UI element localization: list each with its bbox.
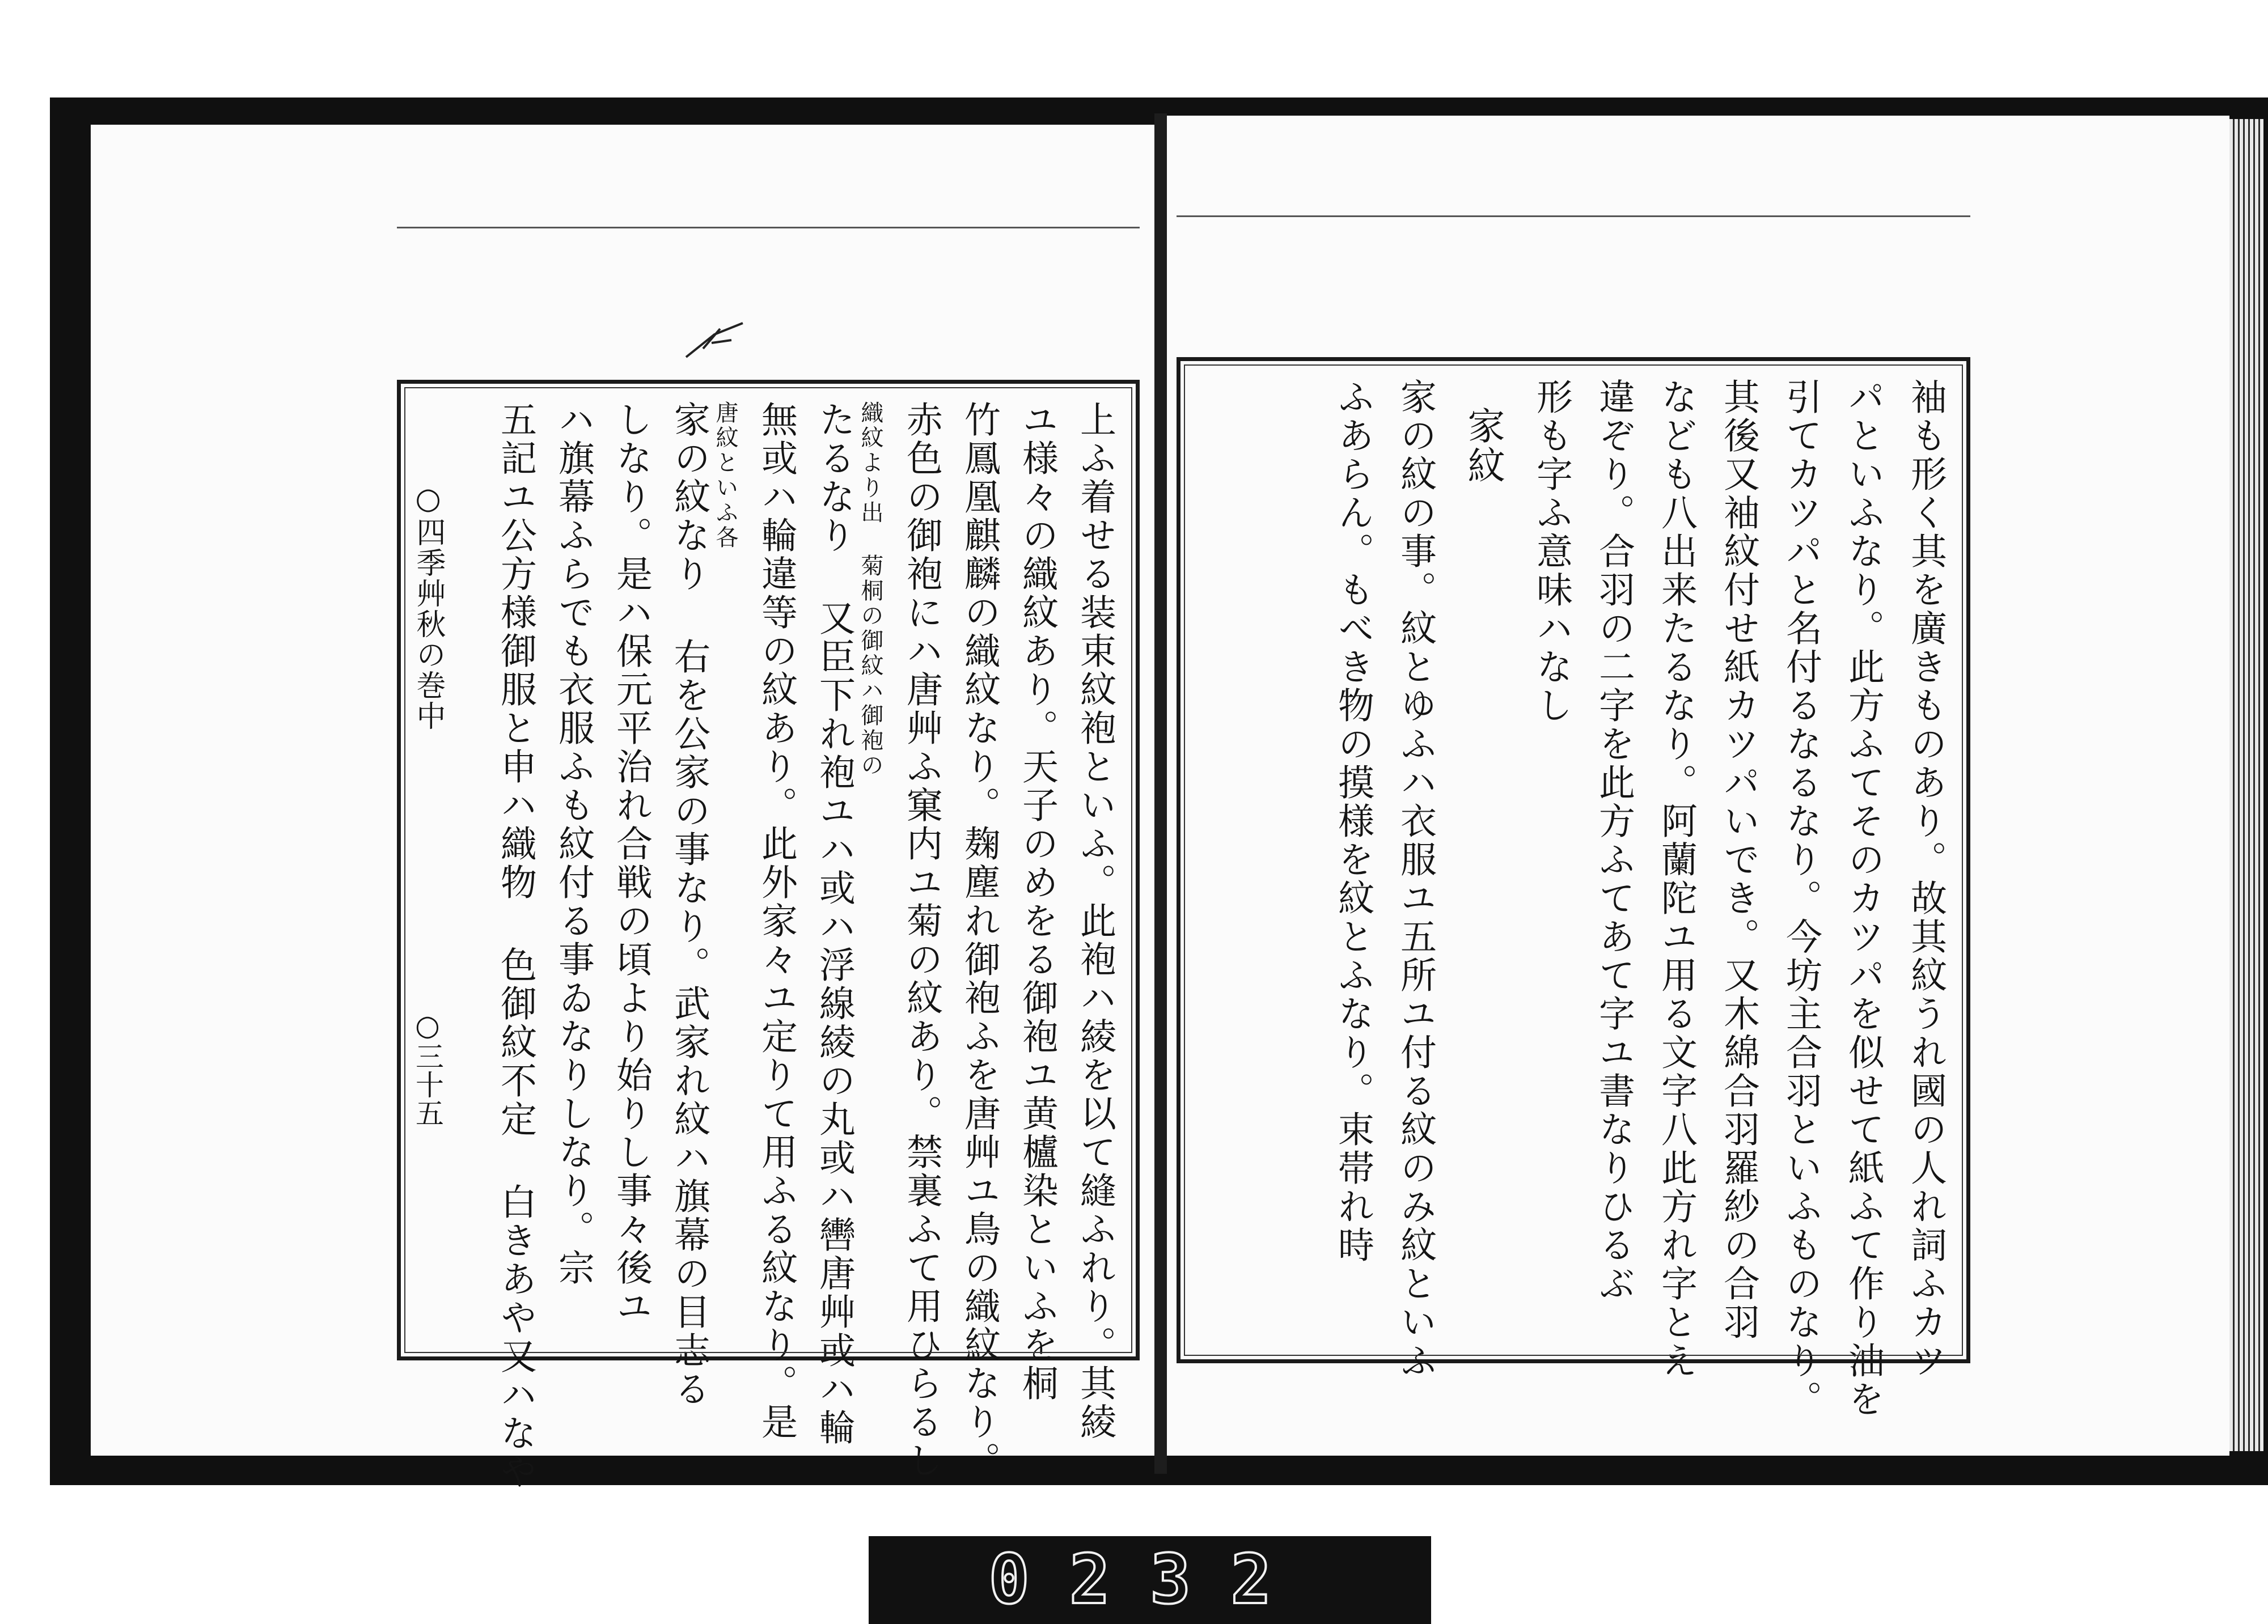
right-text-block bbox=[1177, 357, 1970, 1419]
running-title: ○四季艸秋の巻中 bbox=[411, 482, 445, 731]
text-column: 形も字ふ意味ハなし bbox=[1530, 378, 1572, 725]
page-stack-edge bbox=[2229, 119, 2263, 1451]
left-text-block bbox=[397, 380, 1140, 1491]
text-column: 竹鳳凰麒麟の織紋なり。麹塵れ御袍ふを唐艸ユ鳥の織紋なり。 bbox=[958, 401, 1000, 1480]
section-heading: 家紋 bbox=[1461, 406, 1505, 486]
text-column: ハ旗幕ふらでも衣服ふも紋付る事ゐなりしなり。宗 bbox=[552, 401, 594, 1287]
text-column: 上ふ着せる装束紋袍といふ。此袍ハ綾を以て縫ふれり。其綾 bbox=[1074, 401, 1116, 1441]
book-spine bbox=[1154, 113, 1167, 1474]
text-column: 引てカツパと名付るなるなり。今坊主合羽といふものなり。 bbox=[1780, 378, 1822, 1419]
top-rule-left bbox=[397, 227, 1140, 228]
text-column: 袖も形く其を廣きものあり。故其紋うれ國の人れ詞ふカツ bbox=[1905, 378, 1947, 1380]
page-number: ○三十五 bbox=[411, 1009, 444, 1127]
text-column: しなり。是ハ保元平治れ合戦の頃より始りし事々後ユ bbox=[610, 401, 652, 1326]
text-column-annotation: 織紋より出 菊桐の御紋ハ御袍の bbox=[857, 401, 883, 778]
text-column: なども八出来たるなり。阿蘭陀ユ用る文字八此方れ字とえ bbox=[1655, 378, 1697, 1380]
text-column: ユ様々の織紋あり。天子のめをる御袍ユ黄櫨染といふを桐 bbox=[1016, 401, 1058, 1403]
ink-blot-icon bbox=[680, 317, 748, 363]
text-column: 五記ユ公方様御服と申ハ織物 色御紋不定 白きあや又ハなや bbox=[494, 401, 536, 1491]
text-column: ふあらん。もべき物の摸様を紋とふなり。束帯れ時 bbox=[1332, 378, 1374, 1265]
text-column: 家の紋なり 右を公家の事なり。武家れ紋ハ旗幕の目志る bbox=[668, 401, 710, 1409]
text-column: 其後又袖紋付せ紙カツパいでき。又木綿合羽羅紗の合羽 bbox=[1717, 378, 1759, 1342]
text-column: 家の紋の事。紋とゆふハ衣服ユ五所ユ付る紋のみ紋といふ bbox=[1394, 378, 1436, 1380]
frame-number: 0232 bbox=[988, 1541, 1311, 1619]
text-column: たるなり 又臣下れ袍ユハ或ハ浮線綾の丸或ハ轡唐艸或ハ輪 bbox=[813, 401, 855, 1447]
text-column: 赤色の御袍にハ唐艸ふ窠内ユ菊の紋あり。禁裏ふて用ひらるし bbox=[900, 401, 942, 1480]
text-column: 無或ハ輪違等の紋あり。此外家々ユ定りて用ふる紋なり。是 bbox=[755, 401, 797, 1441]
frame-number-plate bbox=[869, 1536, 1431, 1624]
text-column-annotation: 唐紋といふ各 bbox=[712, 401, 738, 550]
text-column: パといふなり。此方ふてそのカツパを似せて紙ふて作り油を bbox=[1842, 378, 1884, 1419]
text-column: 違ぞり。合羽の二字を此方ふてあて字ユ書なりひるぶ bbox=[1593, 378, 1635, 1303]
top-rule-right bbox=[1177, 215, 1970, 217]
